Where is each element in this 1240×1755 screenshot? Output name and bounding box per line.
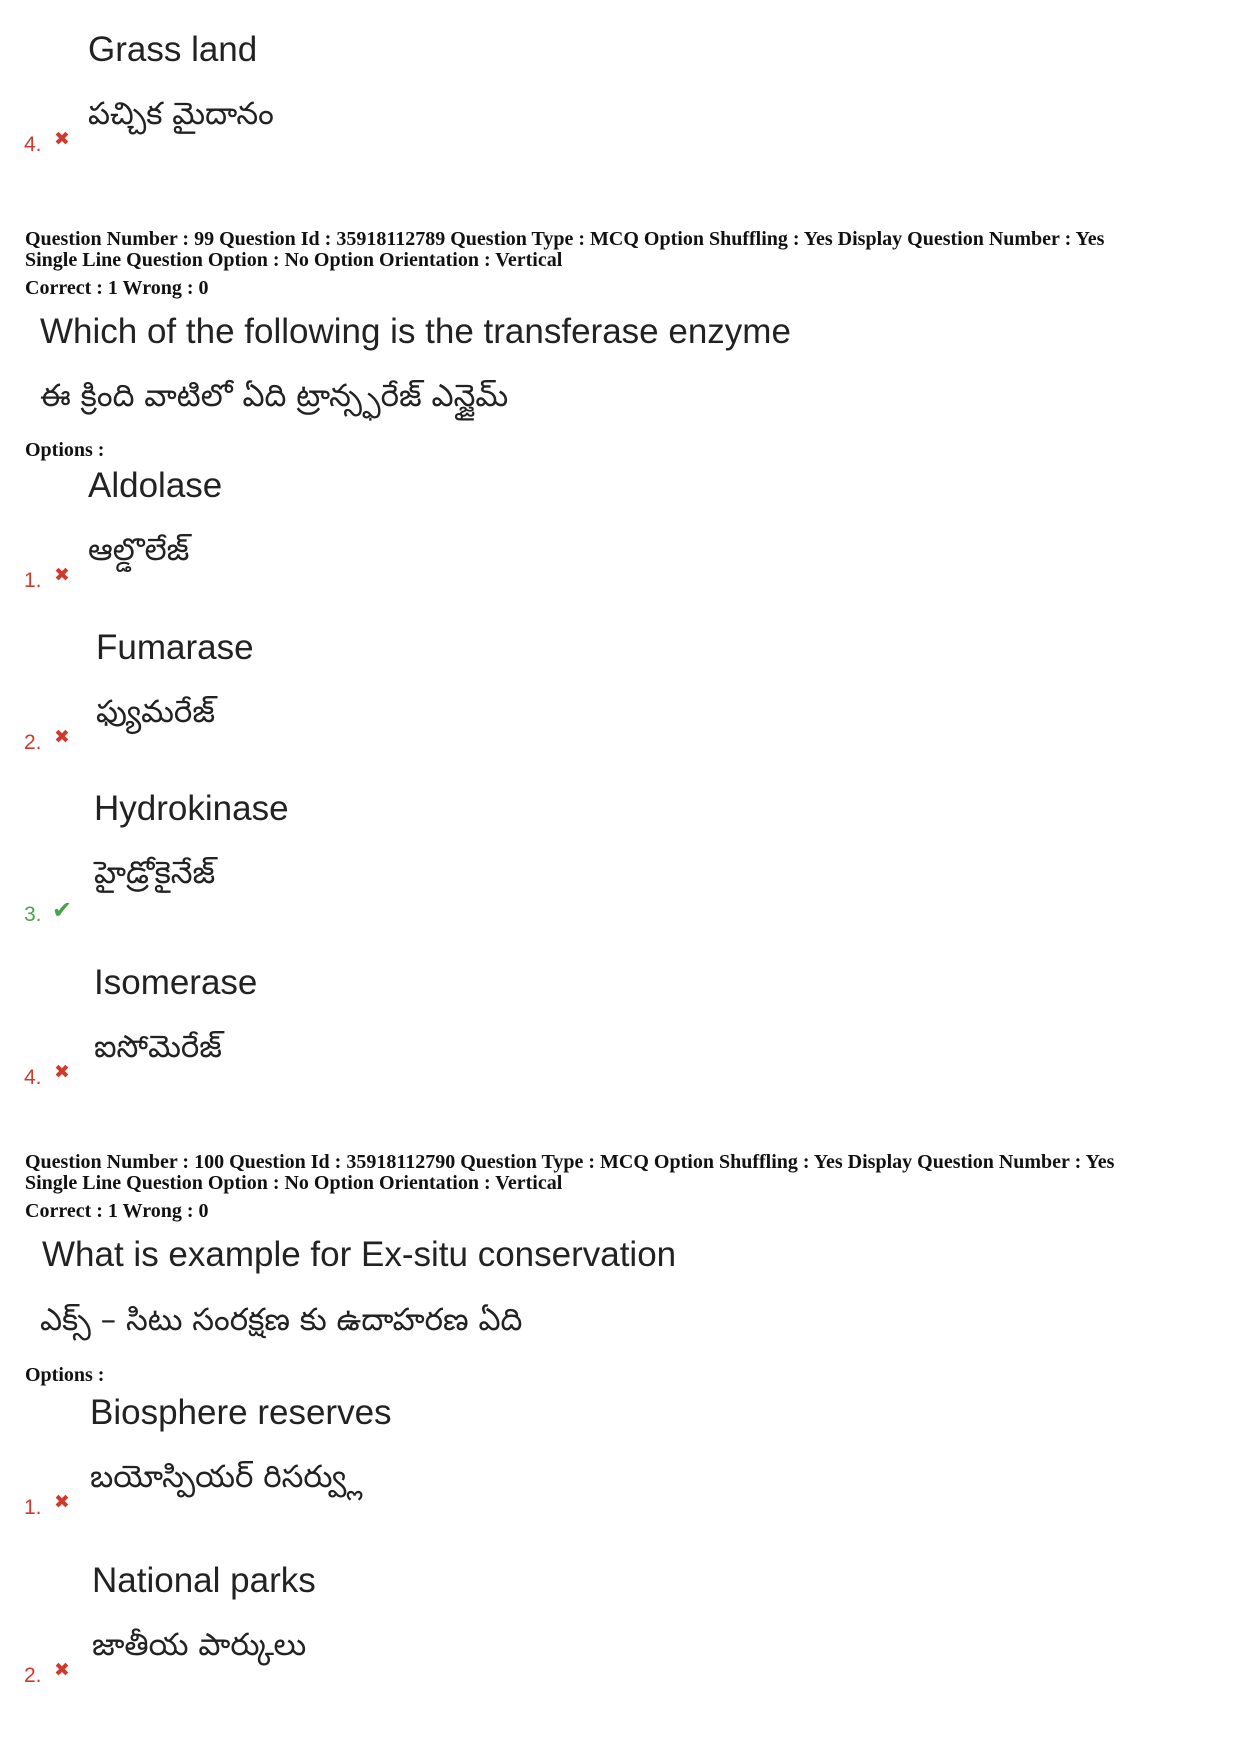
q99-question-telugu: ఈ క్రింది వాటిలో ఏది ట్రాన్స్ఫరేజ్ ఎన్జైమ్ [40,378,509,414]
q99-option-4-english: Isomerase [94,963,258,1002]
q100-option-2-number: 2. [24,1664,42,1687]
q100-question-english: What is example for Ex-situ conservation [42,1235,677,1274]
q99-option-4-number: 4. [24,1066,42,1089]
cross-icon: ✖ [54,565,70,586]
q100-marks: Correct : 1 Wrong : 0 [25,1200,209,1222]
q99-option-2-number: 2. [24,731,42,754]
prev-option-4-telugu: పచ్చిక మైదానం [88,96,274,132]
q99-option-4-telugu: ఐసోమెరేజ్ [94,1029,222,1065]
cross-icon: ✖ [54,129,70,150]
q99-option-3-english: Hydrokinase [94,789,289,828]
q100-option-2-english: National parks [92,1561,316,1600]
q99-options-label: Options : [25,439,105,461]
prev-option-4-number: 4. [24,133,42,156]
q99-meta-line1: Question Number : 99 Question Id : 35918112789 Question Type : MCQ Option Shuffling : Yes Display Question Number : Yes [25,228,1105,250]
q100-question-telugu: ఎక్స్ – సిటు సంరక్షణ కు ఉదాహరణ ఏది [40,1302,523,1338]
prev-option-4-english: Grass land [88,30,258,69]
q99-marks: Correct : 1 Wrong : 0 [25,277,209,299]
q99-option-3-number: 3. [24,903,42,926]
cross-icon: ✖ [54,1492,70,1513]
q99-meta-line2: Single Line Question Option : No Option Orientation : Vertical [25,249,563,271]
q99-option-3-telugu: హైడ్రోకైనేజ్ [94,855,216,891]
cross-icon: ✖ [54,1062,70,1083]
q100-option-2-telugu: జాతీయ పార్కులు [92,1627,307,1663]
q99-question-english: Which of the following is the transferase enzyme [40,312,791,351]
cross-icon: ✖ [54,1660,70,1681]
cross-icon: ✖ [54,727,70,748]
q100-meta-line1: Question Number : 100 Question Id : 35918112790 Question Type : MCQ Option Shuffling : Yes Display Question Number : Yes [25,1151,1115,1173]
q99-option-2-telugu: ఫ్యుమరేజ్ [96,694,215,730]
q99-option-1-number: 1. [24,569,42,592]
q99-option-1-telugu: ఆల్డొలేజ్ [88,532,190,568]
q100-options-label: Options : [25,1364,105,1386]
check-icon: ✔ [52,897,73,924]
q100-option-1-english: Biosphere reserves [90,1393,392,1432]
q100-option-1-telugu: బయోస్పియర్ రిసర్వ్లు [90,1459,363,1495]
q100-meta-line2: Single Line Question Option : No Option Orientation : Vertical [25,1172,563,1194]
q99-option-1-english: Aldolase [88,466,223,505]
q100-option-1-number: 1. [24,1496,42,1519]
q99-option-2-english: Fumarase [96,628,254,667]
